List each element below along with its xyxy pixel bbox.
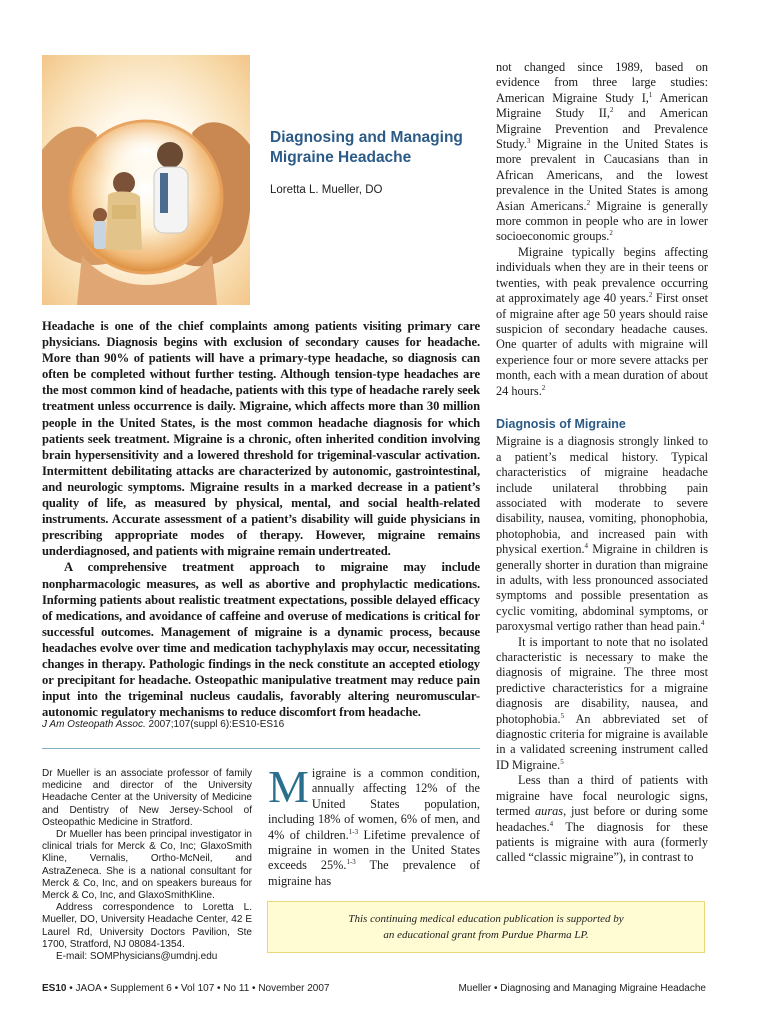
intro-text-c: The prevalence of migraine has bbox=[268, 858, 480, 888]
ref-marker: 1-3 bbox=[346, 858, 356, 867]
text-run: An abbreviated set of diagnostic criteria for migraine is available in a validated screening instrument called ID Migraine. bbox=[496, 711, 708, 772]
intro-text-a: igraine is a common condition, annually affecting 12% of the United States population, including 18% of women, 6% of men, and 4% of children. bbox=[268, 766, 480, 842]
sponsor-notice bbox=[267, 901, 705, 953]
title-line-1: Diagnosing and Managing bbox=[270, 129, 463, 146]
section-divider bbox=[42, 748, 480, 749]
citation-details: 2007;107(suppl 6):ES10-ES16 bbox=[145, 719, 285, 730]
ref-marker: 4 bbox=[584, 542, 589, 551]
abstract-paragraph-1: Headache is one of the chief complaints among patients visiting primary care physicians. Diagnosis begins with exclusion of secondary causes for headache. More than 90% of patients will have a primary-type headache, so diagnosis can often be completed without further testing. Although tension-type headaches are the most common kind of headache, patients with this type of headache rarely seek treatment unless occurrence is daily. Migraine, which affects more than 30 million people in the United States, is the most common headache diagnosis for which patients seek treatment. Migraine is a chronic, often inherited condition involving brain hypersensitivity and a lowered threshold for trigeminal-vascular activation. Intermittent debilitating attacks are characterized by autonomic, gastrointestinal, and neurologic symptoms. Migraine results in a marked decrease in a patient’s quality of life, as measured by physical, mental, and social health-related instruments. Accurate assessment of a patient’s disability will guide physicians in prescribing appropriate modes of therapy. However, migraine remains underdiagnosed, and patients with migraine remain undertreated. bbox=[42, 319, 480, 559]
text-run: Migraine in the United States is more prevalent in Caucasians than in African Americans, and the lowest prevalence in the United States is among Asian Americans. bbox=[496, 137, 708, 213]
italic-term: auras bbox=[535, 804, 564, 819]
text-run: The diagnosis for these patients is migraine with aura (formerly called “classic migraine”), in contrast to bbox=[496, 819, 708, 865]
article-author: Loretta L. Mueller, DO bbox=[270, 184, 383, 196]
ref-marker: 1 bbox=[648, 90, 653, 99]
bio-paragraph-1: Dr Mueller is an associate professor of family medicine and director of the University Headache Center at the University of Medicine and Dentistry of New Jersey-School of Osteopathic Medicine in Stratford. bbox=[42, 768, 252, 828]
text-run: Less than a third of patients with migraine have focal neurologic signs, termed bbox=[496, 773, 708, 819]
abstract-paragraph-2: A comprehensive treatment approach to migraine may include nonpharmacologic measures, as well as abortive and prophylactic medications. Informing patients about realistic treatment expectations, possible delayed efficacy of medications, and avoidance of caffeine and overuse of medications is critical for successful outcomes. Management of migraine is a dynamic process, because headaches evolve over time and medication tachyphylaxis may occur, necessitating changes in therapy. Pathologic findings in the neck constitute an accepted etiology or precipitant for headache. Osteopathic manipulative treatment may reduce pain input into the trigeminal nucleus caudalis, favorably altering neuromuscular-autonomic regulatory mechanisms to reduce discomfort from headache. bbox=[42, 560, 480, 720]
ref-marker: 2 bbox=[586, 198, 591, 207]
text-run: , just before or during some headaches. bbox=[496, 804, 709, 834]
ref-marker: 4 bbox=[549, 819, 554, 828]
sponsor-line-1: This continuing medical education publication is supported by bbox=[348, 913, 624, 925]
ref-marker: 4 bbox=[700, 619, 705, 628]
text-run: It is important to note that no isolated characteristic is necessary to make the diagnosis of migraine. The three most predictive characteristics for a migraine diagnosis are disability, nausea, and photophobia. bbox=[496, 634, 708, 726]
hands-crystal-ball-image bbox=[42, 55, 250, 305]
article-title bbox=[270, 128, 470, 168]
column-paragraph bbox=[496, 245, 708, 399]
text-run: and American Migraine Prevention and Prevalence Study. bbox=[496, 106, 708, 152]
column-paragraph bbox=[496, 773, 708, 865]
drop-cap: M bbox=[268, 761, 309, 812]
citation bbox=[42, 719, 284, 730]
author-bio bbox=[42, 768, 252, 963]
text-run: Migraine is a diagnosis strongly linked to a patient’s medical history. Typical characteristics of migraine headache include unilateral throbbing pain associated with moderate to severe disability, nausea, vomiting, phonophobia, photophobia, and increased pain with physical exertion. bbox=[496, 434, 708, 557]
section-heading: Diagnosis of Migraine bbox=[496, 416, 626, 431]
column-paragraph bbox=[496, 635, 708, 774]
page-number: ES10 bbox=[42, 983, 67, 994]
ref-marker: 1-3 bbox=[348, 827, 359, 836]
right-column bbox=[496, 60, 708, 866]
text-run: First onset of migraine after age 50 years should raise suspicion of secondary headache causes. One quarter of adults with migraine will experience four or more severe attacks per month, each with a mean duration of about 24 hours. bbox=[496, 291, 708, 398]
bio-paragraph-2: Dr Mueller has been principal investigator in clinical trials for Merck & Co, Inc; GlaxoSmith Kline, Vernalis, Ortho-McNeil, and AstraZeneca. She is a national consultant for Merck & Co, Inc, and on speakers bureaus for Merck & Co, Inc, and GlaxoSmithKline. bbox=[42, 829, 252, 902]
footer-journal-info bbox=[42, 983, 330, 994]
text-run: American Migraine Study II, bbox=[496, 90, 708, 121]
ref-marker: 5 bbox=[560, 757, 564, 766]
title-line-2: Migraine Headache bbox=[270, 149, 412, 166]
ref-marker: 2 bbox=[609, 229, 613, 238]
abstract bbox=[42, 318, 480, 720]
text-run: Migraine in children is generally shorter in duration than migraine in adults, with less pronounced associated symptoms and possible presentation as cyclic vomiting, abdominal symptoms, or paroxysmal vertigo rather than head pain. bbox=[496, 542, 708, 634]
ref-marker: 3 bbox=[526, 136, 531, 145]
text-run: Migraine typically begins affecting individuals when they are in their teens or twenties, with peak prevalence occurring at approximately age 40 years. bbox=[496, 244, 708, 306]
ref-marker: 5 bbox=[560, 711, 565, 720]
ref-marker: 2 bbox=[648, 291, 653, 299]
sponsor-line-2: an educational grant from Purdue Pharma LP. bbox=[383, 929, 589, 941]
cover-illustration bbox=[42, 55, 250, 305]
text-run: Migraine is generally more common in people who are in lower socioeconomic groups. bbox=[496, 198, 708, 244]
bio-paragraph-3: Address correspondence to Loretta L. Mueller, DO, University Headache Center, 42 E Laurel Rd, University Doctors Pavilion, Ste 1700, Stratford, NJ 08084-1354. bbox=[42, 902, 252, 950]
bio-email[interactable]: E-mail: SOMPhysicians@umdnj.edu bbox=[56, 951, 218, 963]
citation-journal: J Am Osteopath Assoc. bbox=[42, 719, 146, 730]
ref-marker: 2 bbox=[541, 383, 546, 392]
footer-issue: • JAOA • Supplement 6 • Vol 107 • No 11 • November 2007 bbox=[66, 983, 330, 994]
body-intro bbox=[268, 761, 480, 889]
footer-running-title: Mueller • Diagnosing and Managing Migraine Headache bbox=[458, 983, 706, 994]
text-run: not changed since 1989, based on evidence from three large studies: American Migraine Study I, bbox=[496, 60, 708, 105]
column-paragraph bbox=[496, 434, 708, 634]
ref-marker: 2 bbox=[609, 106, 614, 115]
intro-text-b: Lifetime prevalence of migraine in women in the United States exceeds 25%. bbox=[268, 827, 480, 873]
column-paragraph bbox=[496, 60, 708, 245]
